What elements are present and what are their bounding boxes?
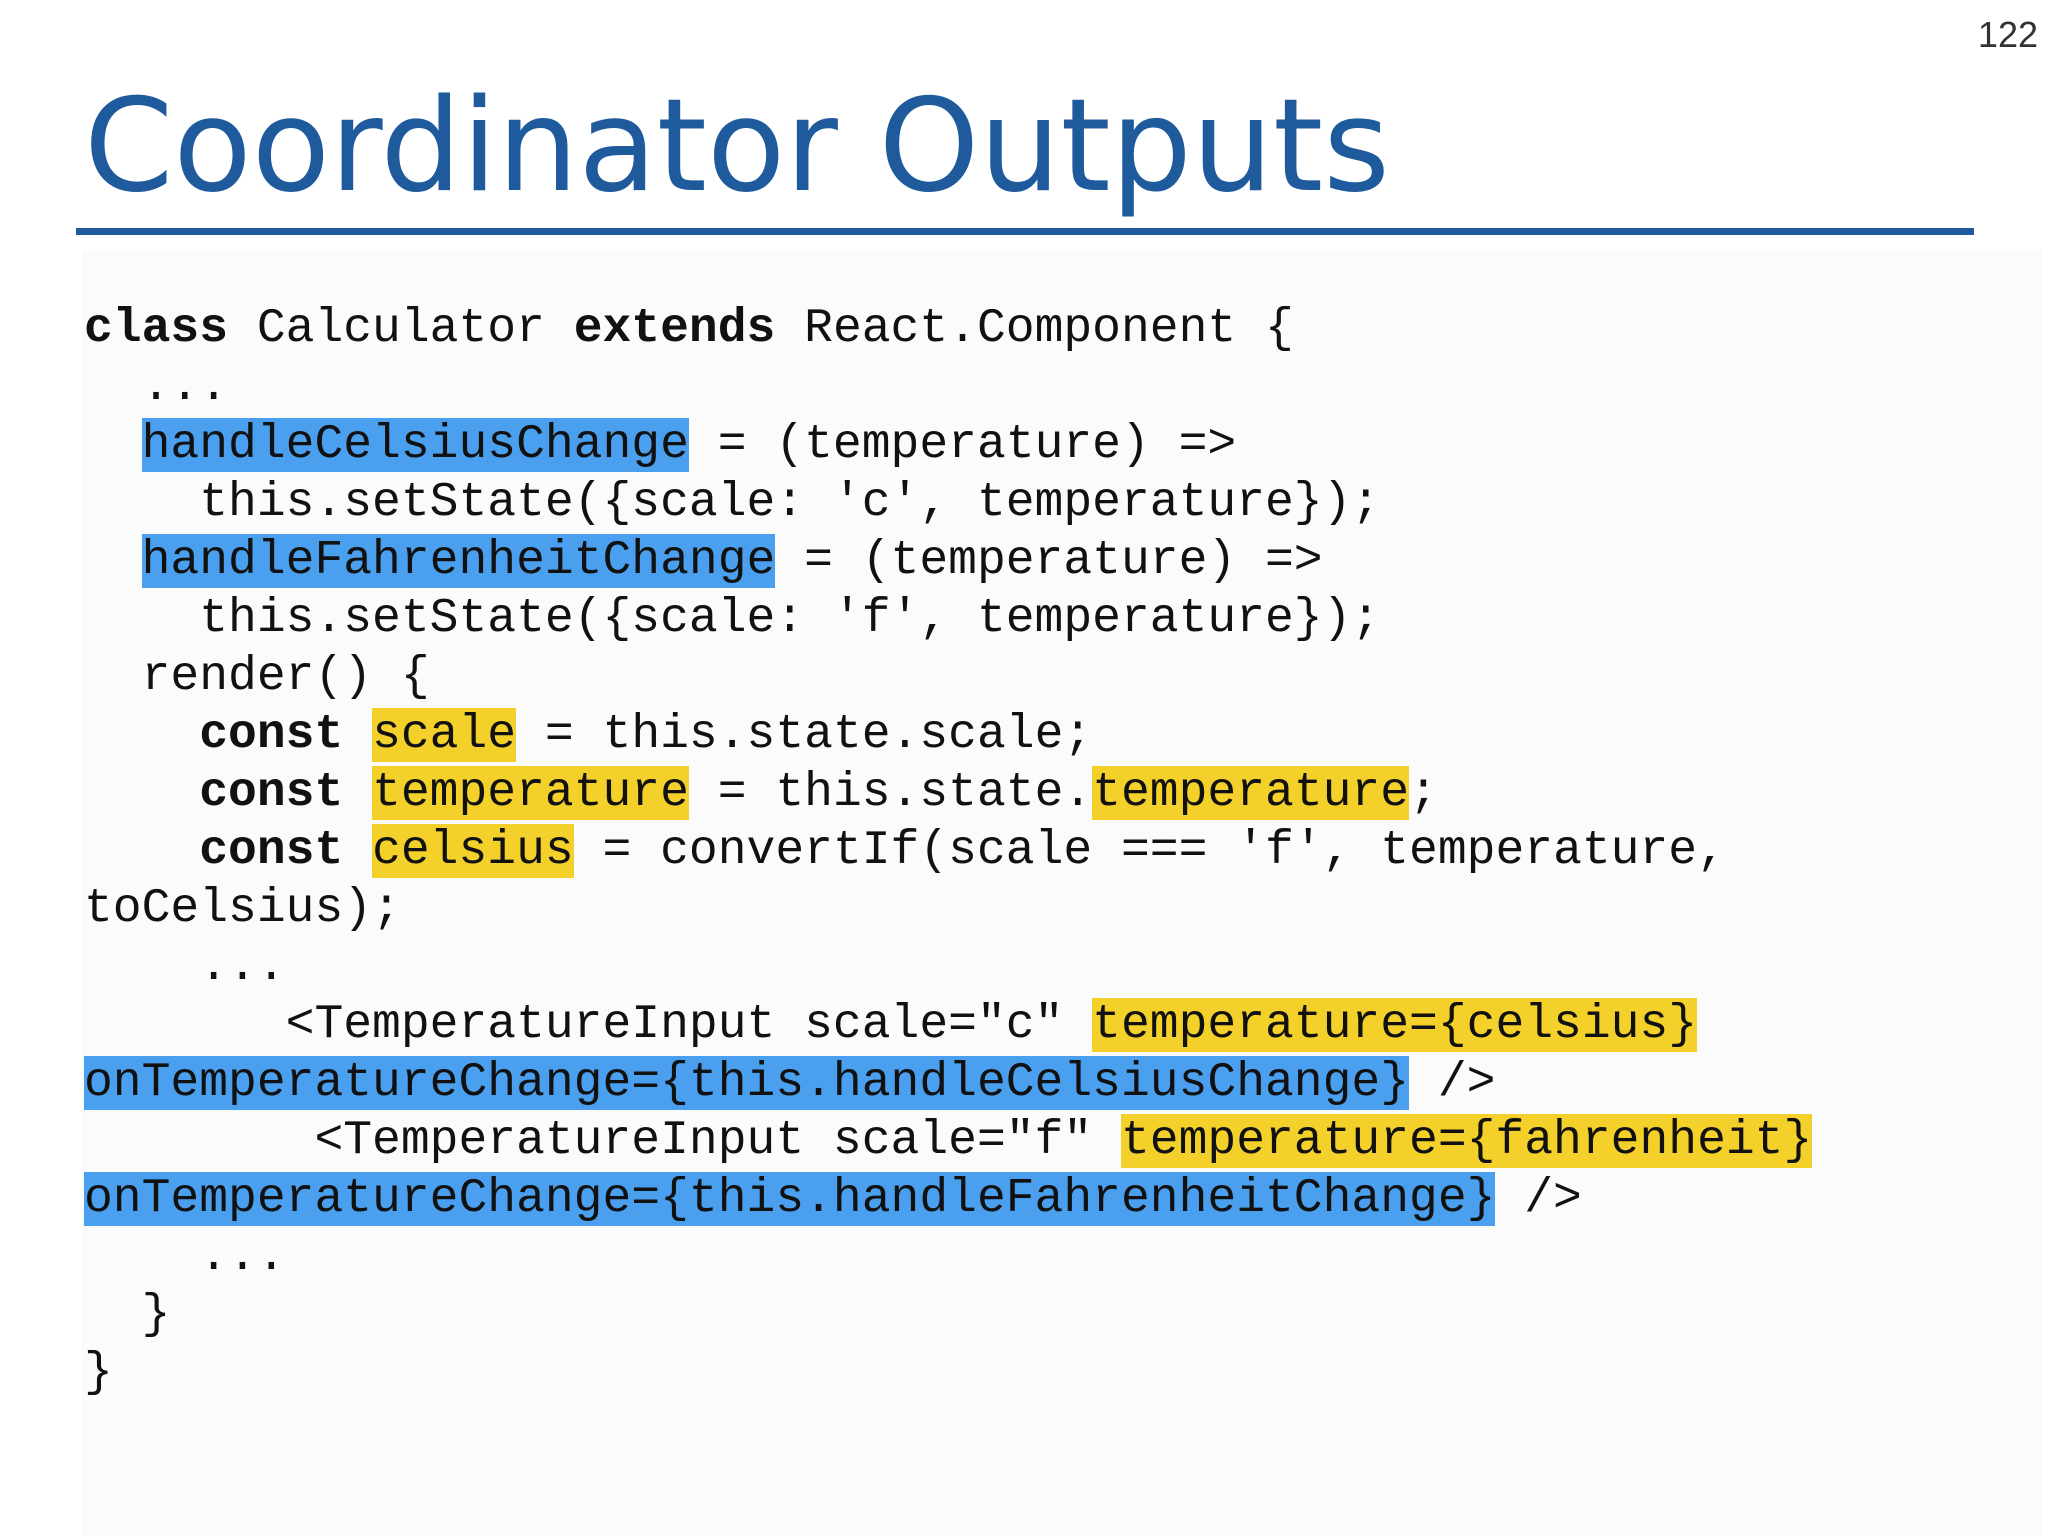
code-text xyxy=(84,708,199,762)
code-text xyxy=(84,766,199,820)
code-line xyxy=(84,474,1812,532)
code-text: } xyxy=(84,1288,171,1342)
code-text: ; xyxy=(1409,766,1438,820)
code-text: = this.state.scale; xyxy=(516,708,1093,762)
code-keyword: extends xyxy=(573,302,776,356)
code-line xyxy=(84,706,1812,764)
code-text xyxy=(84,824,199,878)
code-text: this.setState({scale: 'c', temperature}); xyxy=(84,476,1381,530)
code-highlight-yellow: temperature={fahrenheit} xyxy=(1120,1114,1813,1168)
code-text: render() { xyxy=(84,650,430,704)
title-underline xyxy=(76,228,1974,235)
code-line xyxy=(84,1112,1812,1170)
code-highlight-blue: onTemperatureChange={this.handleCelsiusChange} xyxy=(84,1056,1410,1110)
code-text: = (temperature) => xyxy=(775,534,1323,588)
code-text: /> xyxy=(1495,1172,1582,1226)
code-text: ... xyxy=(84,360,229,414)
code-line xyxy=(84,300,1812,358)
code-text: React.Component { xyxy=(775,302,1294,356)
code-line xyxy=(84,590,1812,648)
code-text xyxy=(84,534,142,588)
code-text: Calculator xyxy=(228,302,574,356)
code-highlight-yellow: temperature={celsius} xyxy=(1092,998,1698,1052)
code-text: } xyxy=(84,1346,113,1400)
code-line xyxy=(84,764,1812,822)
code-text: = (temperature) => xyxy=(688,418,1237,472)
page-number: 122 xyxy=(1977,14,2038,55)
code-highlight-yellow: temperature xyxy=(1092,766,1410,820)
code-highlight-blue: handleCelsiusChange xyxy=(141,418,689,472)
code-line xyxy=(84,532,1812,590)
code-line xyxy=(84,416,1812,474)
code-text: toCelsius); xyxy=(84,882,401,936)
code-text: this.setState({scale: 'f', temperature}); xyxy=(84,592,1381,646)
slide-title: Coordinator Outputs xyxy=(84,72,1390,221)
code-line xyxy=(84,1054,1812,1112)
code-line xyxy=(84,1228,1812,1286)
code-keyword: const xyxy=(199,708,344,762)
code-text xyxy=(343,708,372,762)
code-line xyxy=(84,1170,1812,1228)
code-highlight-yellow: scale xyxy=(372,708,517,762)
code-line xyxy=(84,648,1812,706)
code-line xyxy=(84,358,1812,416)
code-line xyxy=(84,880,1812,938)
code-keyword: const xyxy=(199,824,344,878)
code-text: <TemperatureInput scale="c" xyxy=(84,998,1093,1052)
code-text xyxy=(343,766,372,820)
code-text: <TemperatureInput scale="f" xyxy=(84,1114,1121,1168)
code-block xyxy=(84,300,1812,1402)
code-text: = convertIf(scale === 'f', temperature, xyxy=(573,824,1726,878)
code-line xyxy=(84,996,1812,1054)
code-highlight-blue: onTemperatureChange={this.handleFahrenheitChange} xyxy=(84,1172,1496,1226)
code-highlight-blue: handleFahrenheitChange xyxy=(141,534,776,588)
code-keyword: class xyxy=(84,302,229,356)
code-keyword: const xyxy=(199,766,344,820)
code-highlight-yellow: temperature xyxy=(372,766,689,820)
code-line xyxy=(84,822,1812,880)
code-text xyxy=(343,824,372,878)
code-text: /> xyxy=(1409,1056,1496,1110)
code-text: ... xyxy=(84,1230,286,1284)
code-line xyxy=(84,938,1812,996)
code-line xyxy=(84,1286,1812,1344)
code-highlight-yellow: celsius xyxy=(372,824,574,878)
code-text xyxy=(84,418,142,472)
code-text: = this.state. xyxy=(688,766,1093,820)
code-text: ... xyxy=(84,940,286,994)
code-line xyxy=(84,1344,1812,1402)
